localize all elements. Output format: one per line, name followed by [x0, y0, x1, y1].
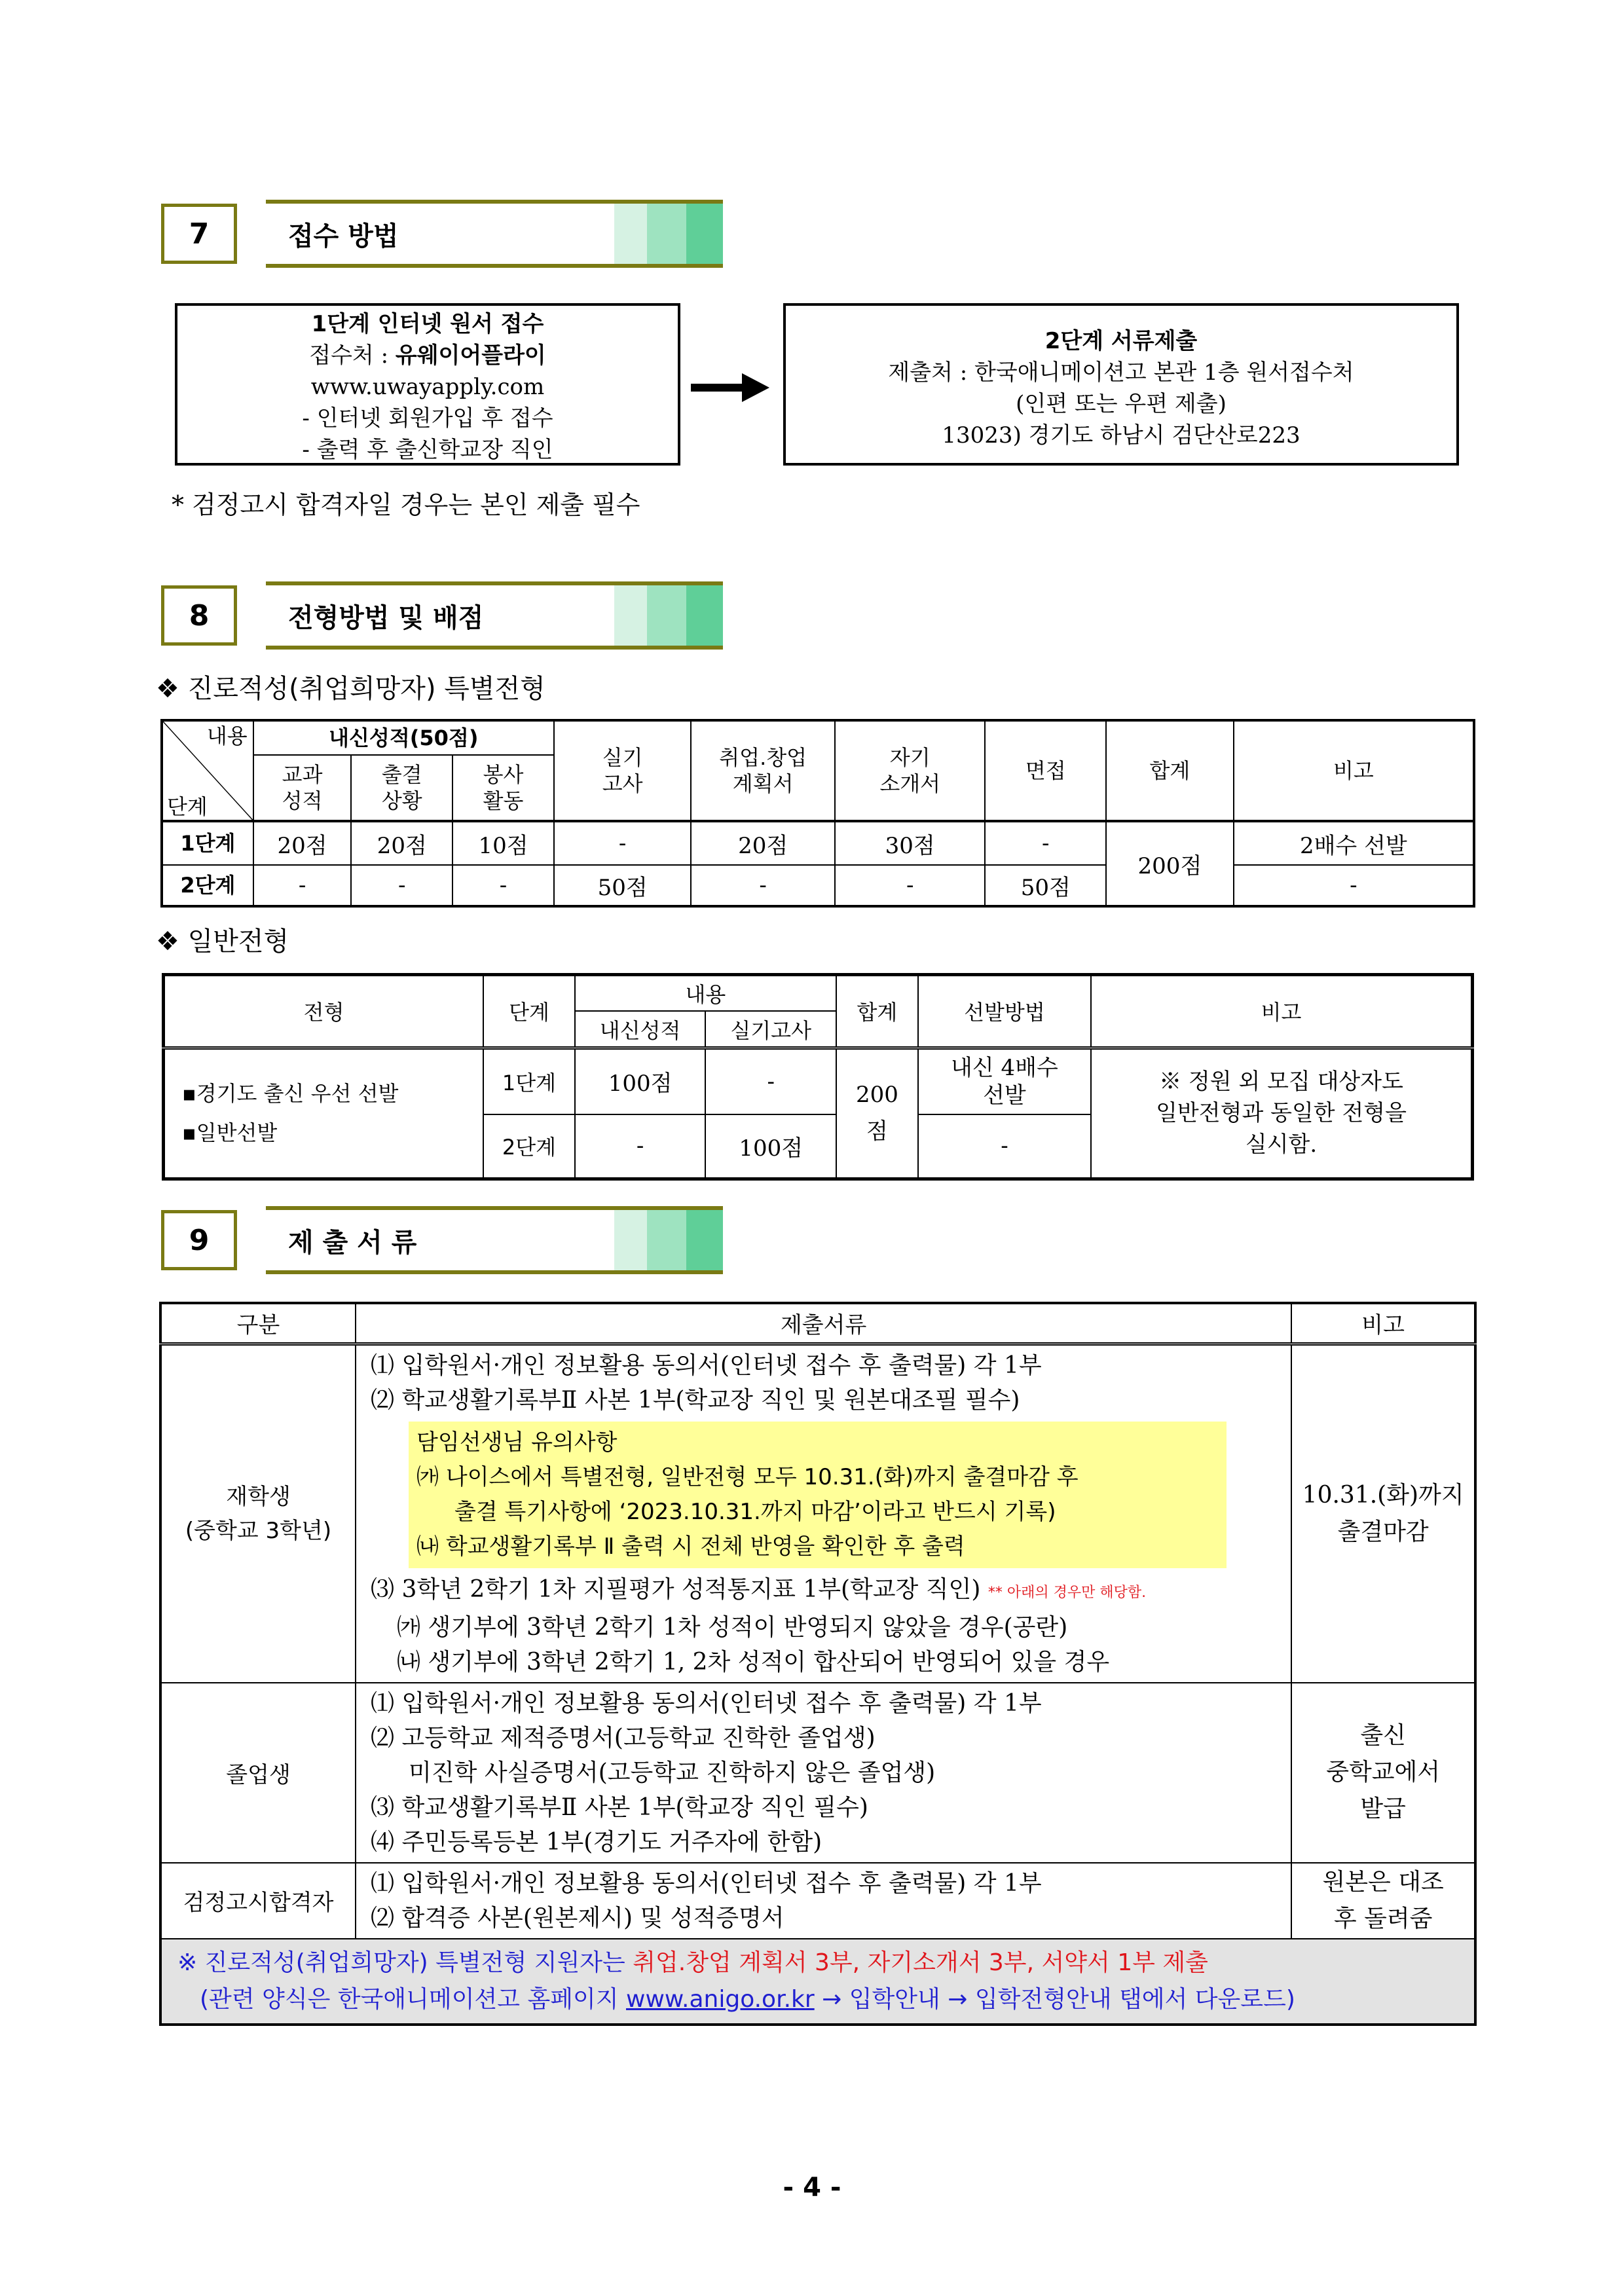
section-8-number: 8 — [161, 585, 237, 646]
footer-notice-row: ※ 진로적성(취업희망자) 특별전형 지원자는 취업.창업 계획서 3부, 자기소개서 3부, 서약서 1부 제출 (관련 양식은 한국애니메이션고 홈페이지 www.anigo.or.kr → 입학안내 → 입학전형안내 탭에서 다운로드) — [160, 1939, 1475, 2025]
special-track-heading: ❖ 진로적성(취업희망자) 특별전형 — [156, 674, 545, 704]
section-9-title: 제 출 서 류 — [288, 1227, 417, 1258]
square-bullet-icon: ▪ — [182, 1120, 196, 1146]
documents-table: 구분 제출서류 비고 재학생 (중학교 3학년) ⑴ 입학원서·개인 정보활용 동의서(인터넷 접수 후 출력물) 각 1부 ⑵ 학교생활기록부Ⅱ 사본 1부(학교장 직인 및 원본대조필 필수) 담임선생님 유의사항 ㈎ 나이스에서 특별전형, 일반전형 모두 10.31.(화)까지 출결마감 후 출결 특기사항에 ‘2023.10.31.까지 마감’이라고 반드시 기록) ㈏ 학교생활기록부 Ⅱ 출력 시 전체 반영을 확인한 후 출력 ⑶ 3학년 2학기 1차 지필평가 성적통지표 1부(학교장 직인) ** 아래의 경우만 해당함. ㈎ 생기부에 3학년 2학기 1차 성적이 반영되지 않았을 경우(공란) ㈏ 생기부에 3학년 2학기 1, 2차 성적이 합산되어 반영되어 있을 경우 10.31.(화)까지 출결마감 졸업생 ⑴ 입학원서·개인 정보활용 동의서(인터넷 접수 후 출력물) 각 1부 ⑵ 고등학교 제적증명서(고등학교 진학한 졸업생) 미진학 사실증명서(고등학교 진학하지 않은 졸업생) ⑶ 학교생활기록부Ⅱ 사본 1부(학교장 직인 필수) ⑷ 주민등록등본 1부(경기도 거주자에 한함) 출신 중학교에서 발급 검정고시합격자 ⑴ 입학원서·개인 정보활용 동의서(인터넷 접수 후 출력물) 각 1부 ⑵ 합격증 사본(원본제시) 및 성적증명서 원본은 대조 후 돌려줌 ※ 진로적성(취업희망자) 특별전형 지원자는 취업.창업 계획서 3부, 자기소개서 3부, 서약서 1부 제출 (관련 양식은 한국애니메이션고 홈페이지 www.anigo.or.kr → 입학안내 → 입학전형안내 탭에서 다운로드) — [159, 1302, 1477, 2026]
table-row: ▪경기도 출신 우선 선발 ▪일반선발 1단계 100점 - 200 점 내신 4배수 선발 ※ 정원 외 모집 대상자도 일반전형과 동일한 전형을 실시함. — [164, 1048, 1473, 1114]
total-cell: 200점 — [1106, 821, 1234, 906]
step2-title: 2단계 서류제출 — [1044, 328, 1198, 354]
table-row: 2단계 - 100점 - — [164, 1114, 1473, 1179]
graduate-row: 졸업생 ⑴ 입학원서·개인 정보활용 동의서(인터넷 접수 후 출력물) 각 1부 ⑵ 고등학교 제적증명서(고등학교 진학한 졸업생) 미진학 사실증명서(고등학교 진학하지 않은 졸업생) ⑶ 학교생활기록부Ⅱ 사본 1부(학교장 직인 필수) ⑷ 주민등록등본 1부(경기도 거주자에 한함) 출신 중학교에서 발급 — [160, 1683, 1475, 1863]
note-cell: ※ 정원 외 모집 대상자도 일반전형과 동일한 전형을 실시함. — [1091, 1048, 1472, 1179]
step1-place: 접수처 : 유웨이어플라이 — [309, 342, 546, 369]
step2-place: 제출처 : 한국애니메이션고 본관 1층 원서접수처 — [888, 359, 1354, 386]
square-bullet-icon: ▪ — [182, 1081, 196, 1107]
anigo-homepage-link[interactable]: www.anigo.or.kr — [626, 1985, 815, 2013]
current-student-row: 재학생 (중학교 3학년) ⑴ 입학원서·개인 정보활용 동의서(인터넷 접수 후 출력물) 각 1부 ⑵ 학교생활기록부Ⅱ 사본 1부(학교장 직인 및 원본대조필 필수) 담임선생님 유의사항 ㈎ 나이스에서 특별전형, 일반전형 모두 10.31.(화)까지 출결마감 후 출결 특기사항에 ‘2023.10.31.까지 마감’이라고 반드시 기록) ㈏ 학교생활기록부 Ⅱ 출력 시 전체 반영을 확인한 후 출력 ⑶ 3학년 2학기 1차 지필평가 성적통지표 1부(학교장 직인) ** 아래의 경우만 해당함. ㈎ 생기부에 3학년 2학기 1차 성적이 반영되지 않았을 경우(공란) ㈏ 생기부에 3학년 2학기 1, 2차 성적이 합산되어 반영되어 있을 경우 10.31.(화)까지 출결마감 — [160, 1344, 1475, 1683]
diamond-bullet-icon: ❖ — [156, 927, 179, 957]
diagonal-header-cell: 내용 단계 — [162, 720, 253, 821]
table-row: 2단계 - - - 50점 - - 50점 - — [162, 865, 1474, 906]
section-7-title: 접수 방법 — [288, 221, 399, 251]
section-8-title: 전형방법 및 배점 — [288, 602, 484, 633]
section-7-footnote: * 검정고시 합격자일 경우는 본인 제출 필수 — [172, 490, 640, 519]
general-track-table: 전형 단계 내용 합계 선발방법 비고 내신성적 실기고사 ▪경기도 출신 우선 선발 ▪일반선발 1단계 100점 - 200 점 내신 4배수 선발 ※ 정원 외 모집 대상자도 일반전형과 동일한 전형을 실시함. 2단계 - 100점 - — [162, 973, 1474, 1181]
general-types-cell: ▪경기도 출신 우선 선발 ▪일반선발 — [164, 1048, 484, 1179]
homeroom-notice: 담임선생님 유의사항 ㈎ 나이스에서 특별전형, 일반전형 모두 10.31.(화)까지 출결마감 후 출결 특기사항에 ‘2023.10.31.까지 마감’이라고 반드시 기록) ㈏ 학교생활기록부 Ⅱ 출력 시 전체 반영을 확인한 후 출력 — [409, 1422, 1227, 1568]
step2-address: 13023) 경기도 하남시 검단산로223 — [942, 422, 1301, 449]
section-8-header — [266, 581, 723, 650]
right-arrow-icon — [691, 372, 769, 406]
naesin-header: 내신성적(50점) — [253, 720, 554, 755]
diamond-bullet-icon: ❖ — [156, 674, 179, 704]
step1-title: 1단계 인터넷 원서 접수 — [311, 311, 544, 337]
section-7-header — [266, 200, 723, 268]
section-9-number: 9 — [161, 1210, 237, 1270]
step1-note1: - 인터넷 회원가입 후 접수 — [302, 405, 553, 431]
step2-method: (인편 또는 우편 제출) — [1016, 391, 1227, 417]
step1-note2: - 출력 후 출신학교장 직인 — [302, 437, 553, 463]
general-track-heading: ❖ 일반전형 — [156, 927, 289, 957]
section-9-header — [266, 1206, 723, 1274]
table-row: 1단계 20점 20점 10점 - 20점 30점 - 200점 2배수 선발 — [162, 821, 1474, 865]
step1-box — [175, 303, 680, 466]
step2-box — [783, 303, 1459, 466]
total-cell: 200 점 — [836, 1048, 918, 1179]
section-7-number: 7 — [161, 204, 237, 264]
step1-url: www.uwayapply.com — [310, 374, 545, 400]
ged-row: 검정고시합격자 ⑴ 입학원서·개인 정보활용 동의서(인터넷 접수 후 출력물) 각 1부 ⑵ 합격증 사본(원본제시) 및 성적증명서 원본은 대조 후 돌려줌 — [160, 1863, 1475, 1939]
special-track-table: 내용 단계 내신성적(50점) 실기 고사 취업.창업 계획서 자기 소개서 면접 합계 비고 교과 성적 출결 상황 봉사 활동 1단계 20점 20점 10점 - 20점 30점 - 200점 2배수 선발 2단계 - - - 50점 - - 50점 - — [160, 719, 1475, 908]
page-number: - 4 - — [783, 2173, 841, 2203]
